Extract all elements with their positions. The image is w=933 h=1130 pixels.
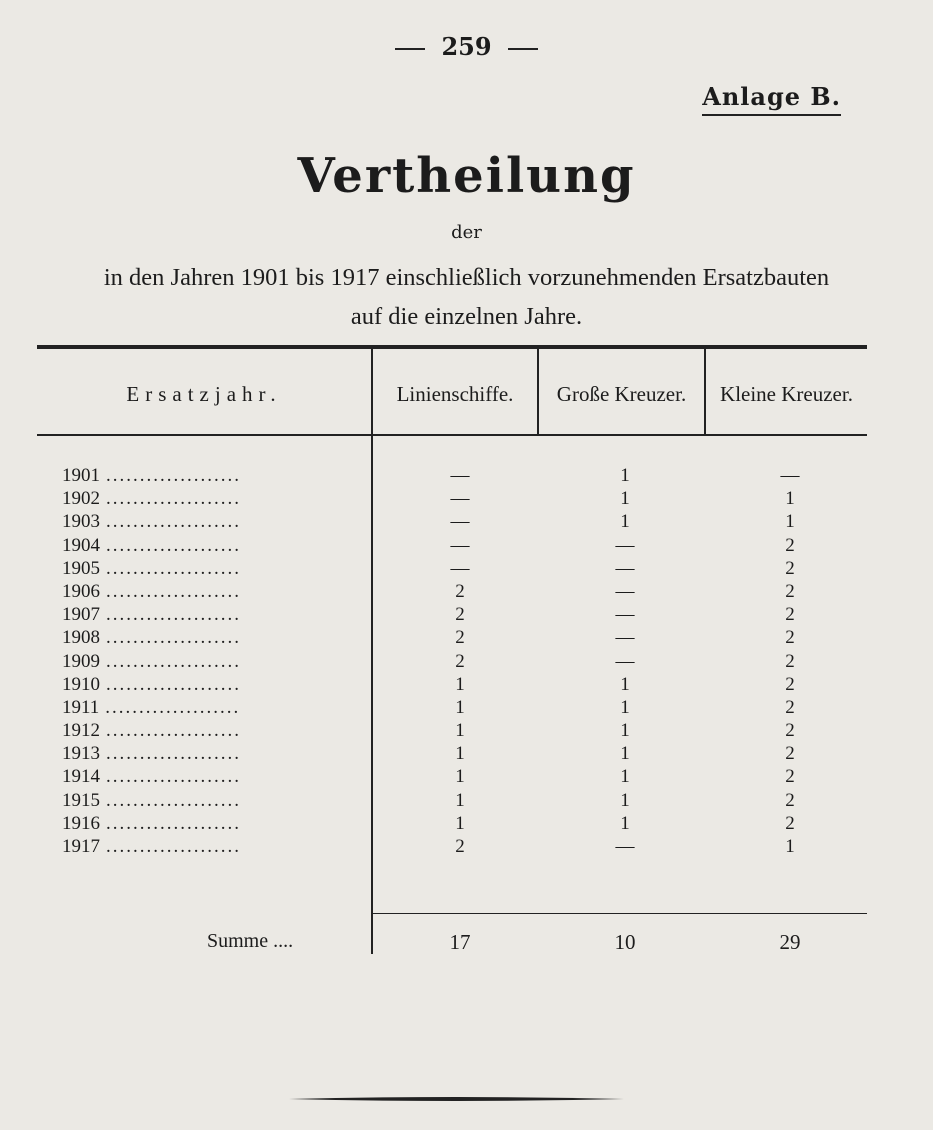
year-cell	[62, 673, 352, 696]
year-label: 1913	[62, 743, 100, 765]
kleine-kreuzer-cell: 2	[785, 696, 795, 718]
sum-grosse-kreuzer: 10	[614, 930, 636, 954]
kleine-kreuzer-cell: 1	[785, 511, 795, 533]
title-connector: der	[451, 222, 482, 243]
year-cell	[62, 719, 352, 742]
dot-leader: ....................	[106, 511, 241, 533]
year-label: 1903	[62, 511, 100, 533]
linienschiffe-cell: 1	[455, 720, 465, 742]
header-linienschiffe: Linienschiffe.	[396, 382, 514, 406]
kleine-kreuzer-cell: —	[780, 465, 800, 486]
header-grosse-kreuzer: Große Kreuzer.	[556, 382, 687, 406]
linienschiffe-cell: 1	[455, 766, 465, 788]
grosse-kreuzer-cell: 1	[620, 511, 630, 533]
year-label: 1908	[62, 627, 100, 649]
year-label: 1910	[62, 673, 100, 695]
kleine-kreuzer-cell: 2	[785, 812, 795, 834]
linienschiffe-cell: —	[450, 465, 470, 486]
year-label: 1909	[62, 650, 100, 672]
year-label: 1905	[62, 557, 100, 579]
year-cell	[62, 742, 352, 765]
dot-leader: ....................	[106, 836, 241, 857]
linienschiffe-cell: 2	[455, 836, 465, 857]
dot-leader: ....................	[106, 766, 241, 788]
year-label: 1902	[62, 488, 100, 510]
year-label: 1914	[62, 766, 100, 788]
dot-leader: ....................	[106, 673, 241, 695]
table-row	[0, 812, 933, 835]
kleine-kreuzer-cell: 2	[785, 604, 795, 626]
linienschiffe-cell: 1	[455, 789, 465, 811]
subtitle-line-1: in den Jahren 1901 bis 1917 einschließlich vorzunehmenden Ersatzbauten	[103, 264, 830, 291]
grosse-kreuzer-cell: —	[615, 604, 635, 626]
dot-leader: ....................	[106, 465, 241, 486]
year-cell	[62, 510, 352, 533]
grosse-kreuzer-cell: 1	[620, 812, 630, 834]
year-label: 1911	[62, 696, 100, 718]
table-row	[0, 835, 933, 858]
grosse-kreuzer-cell: 1	[620, 465, 630, 486]
dot-leader: ....................	[106, 580, 241, 602]
kleine-kreuzer-cell: 2	[785, 650, 795, 672]
year-cell	[62, 557, 352, 580]
table-header-rule	[37, 434, 867, 436]
table-row	[0, 650, 933, 673]
kleine-kreuzer-cell: 1	[785, 836, 795, 857]
sum-rule	[371, 913, 867, 914]
linienschiffe-cell: 1	[455, 673, 465, 695]
page-number-text: 259	[441, 32, 492, 61]
end-ornament	[289, 1096, 624, 1102]
table-row	[0, 765, 933, 788]
sum-kleine-kreuzer: 29	[779, 930, 801, 954]
linienschiffe-cell: 1	[455, 812, 465, 834]
linienschiffe-cell: 2	[455, 627, 465, 649]
kleine-kreuzer-cell: 2	[785, 673, 795, 695]
page-number-dash-right	[508, 48, 538, 50]
table-row	[0, 464, 933, 487]
table-row	[0, 673, 933, 696]
year-cell	[62, 464, 352, 487]
year-cell	[62, 603, 352, 626]
sum-linienschiffe: 17	[449, 930, 471, 954]
kleine-kreuzer-cell: 2	[785, 627, 795, 649]
table-row	[0, 696, 933, 719]
year-cell	[62, 789, 352, 812]
header-kleine-kreuzer: Kleine Kreuzer.	[720, 382, 853, 406]
dot-leader: ....................	[106, 720, 241, 742]
subtitle-line-2: auf die einzelnen Jahre.	[350, 303, 583, 330]
year-label: 1912	[62, 720, 100, 742]
year-label: 1917	[62, 836, 100, 857]
grosse-kreuzer-cell: 1	[620, 720, 630, 742]
kleine-kreuzer-cell: 2	[785, 789, 795, 811]
grosse-kreuzer-cell: 1	[620, 743, 630, 765]
year-cell	[62, 487, 352, 510]
document-title: Vertheilung	[297, 148, 636, 204]
table-row	[0, 580, 933, 603]
table-row	[0, 557, 933, 580]
linienschiffe-cell: 1	[455, 743, 465, 765]
sum-label: Summe ....	[207, 930, 294, 952]
year-cell	[62, 580, 352, 603]
table-top-rule	[37, 345, 867, 349]
linienschiffe-cell: 2	[455, 580, 465, 602]
dot-leader: ....................	[106, 627, 241, 649]
dot-leader: ....................	[106, 488, 241, 510]
kleine-kreuzer-cell: 2	[785, 534, 795, 556]
year-cell	[62, 812, 352, 835]
grosse-kreuzer-cell: 1	[620, 673, 630, 695]
dot-leader: ....................	[106, 650, 241, 672]
table-row	[0, 534, 933, 557]
grosse-kreuzer-cell: —	[615, 580, 635, 602]
grosse-kreuzer-cell: —	[615, 650, 635, 672]
table-row	[0, 487, 933, 510]
linienschiffe-cell: —	[450, 511, 470, 533]
kleine-kreuzer-cell: 2	[785, 766, 795, 788]
year-label: 1904	[62, 534, 100, 556]
annex-label: Anlage B.	[702, 82, 841, 116]
table-row	[0, 626, 933, 649]
linienschiffe-cell: 2	[455, 650, 465, 672]
table-row	[0, 510, 933, 533]
dot-leader: ....................	[106, 534, 241, 556]
linienschiffe-cell: —	[450, 557, 470, 579]
table-row	[0, 603, 933, 626]
year-cell	[62, 765, 352, 788]
grosse-kreuzer-cell: —	[615, 627, 635, 649]
grosse-kreuzer-cell: —	[615, 836, 635, 857]
linienschiffe-cell: 1	[455, 696, 465, 718]
dot-leader: ....................	[106, 789, 241, 811]
kleine-kreuzer-cell: 2	[785, 557, 795, 579]
document-subtitle	[0, 258, 933, 336]
year-cell	[62, 835, 352, 858]
header-ersatzjahr: Ersatzjahr.	[126, 382, 282, 406]
kleine-kreuzer-cell: 2	[785, 743, 795, 765]
table-row	[0, 742, 933, 765]
grosse-kreuzer-cell: —	[615, 534, 635, 556]
dot-leader: ....................	[106, 557, 241, 579]
dot-leader: ....................	[106, 743, 241, 765]
linienschiffe-cell: 2	[455, 604, 465, 626]
year-cell	[62, 696, 352, 719]
grosse-kreuzer-cell: —	[615, 557, 635, 579]
kleine-kreuzer-cell: 2	[785, 720, 795, 742]
year-label: 1907	[62, 604, 100, 626]
page-number	[0, 32, 933, 61]
table-row	[0, 719, 933, 742]
linienschiffe-cell: —	[450, 488, 470, 510]
year-cell	[62, 650, 352, 673]
dot-leader: ....................	[106, 604, 241, 626]
year-label: 1906	[62, 580, 100, 602]
grosse-kreuzer-cell: 1	[620, 766, 630, 788]
linienschiffe-cell: —	[450, 534, 470, 556]
year-label: 1915	[62, 789, 100, 811]
kleine-kreuzer-cell: 2	[785, 580, 795, 602]
dot-leader: ....................	[105, 696, 241, 718]
page-number-dash-left	[395, 48, 425, 50]
year-cell	[62, 626, 352, 649]
table-body	[0, 464, 933, 858]
grosse-kreuzer-cell: 1	[620, 488, 630, 510]
year-cell	[62, 534, 352, 557]
year-label: 1901	[62, 465, 100, 486]
grosse-kreuzer-cell: 1	[620, 696, 630, 718]
year-label: 1916	[62, 812, 100, 834]
table-row	[0, 789, 933, 812]
kleine-kreuzer-cell: 1	[785, 488, 795, 510]
dot-leader: ....................	[106, 812, 241, 834]
grosse-kreuzer-cell: 1	[620, 789, 630, 811]
